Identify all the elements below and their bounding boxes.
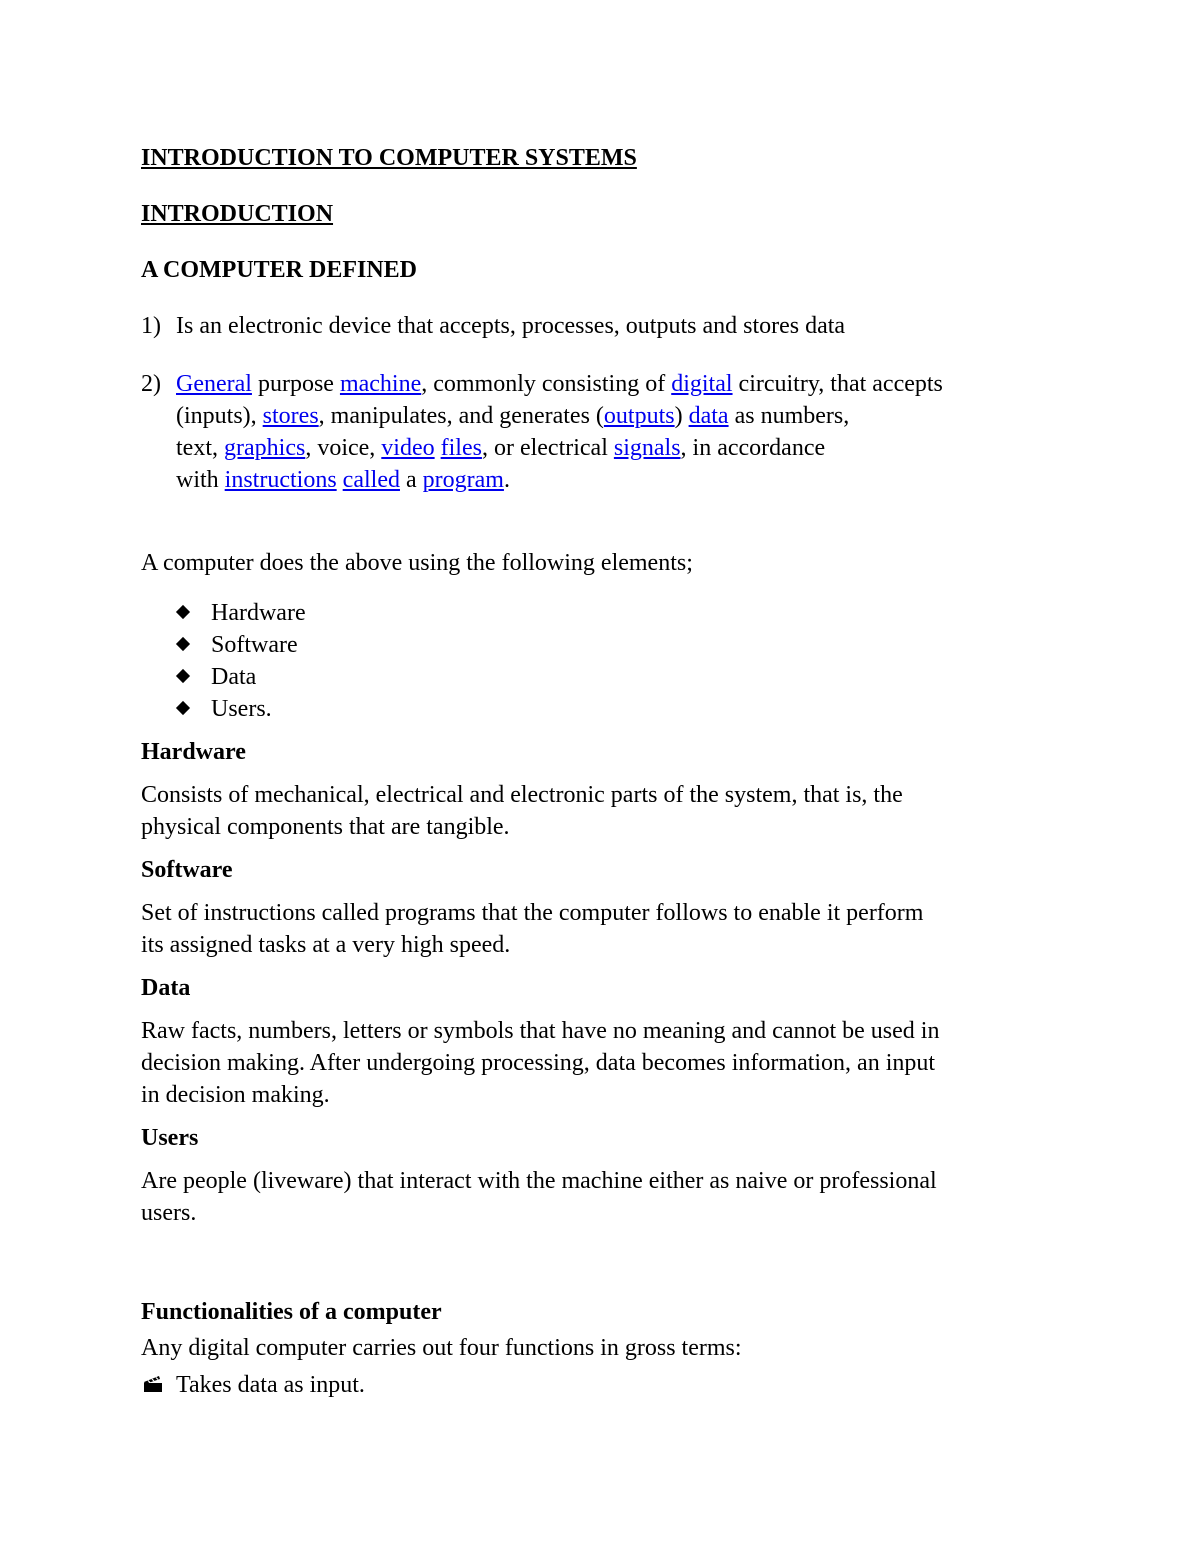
link-outputs[interactable]: outputs	[603, 403, 675, 429]
text-span: , manipulates, and generates (	[318, 403, 604, 429]
definition-2-line-4	[176, 464, 510, 496]
users-heading: Users	[141, 1125, 199, 1151]
link-machine[interactable]: machine	[339, 371, 422, 397]
diamond-bullet-icon	[176, 637, 190, 651]
functionalities-intro: Any digital computer carries out four functions in gross terms:	[141, 1335, 742, 1361]
link-instructions[interactable]: instructions	[224, 467, 337, 493]
text-span: , voice,	[305, 435, 382, 461]
data-text-line-1: Raw facts, numbers, letters or symbols that have no meaning and cannot be used in	[141, 1018, 940, 1044]
function-item: Takes data as input.	[176, 1372, 365, 1398]
hardware-text-line-1: Consists of mechanical, electrical and electronic parts of the system, that is, the	[141, 782, 903, 808]
hardware-text-line-2: physical components that are tangible.	[141, 814, 510, 840]
text-span: text,	[176, 435, 224, 461]
document-title: INTRODUCTION TO COMPUTER SYSTEMS	[141, 145, 637, 171]
functionalities-heading: Functionalities of a computer	[141, 1299, 442, 1325]
data-text-line-2: decision making. After undergoing processing, data becomes information, an input	[141, 1050, 936, 1076]
data-text-line-3: in decision making.	[141, 1082, 330, 1108]
text-span: , commonly consisting of	[421, 371, 672, 397]
link-called[interactable]: called	[342, 467, 400, 493]
data-heading: Data	[141, 975, 191, 1001]
definition-2-line-3	[176, 432, 825, 464]
link-program[interactable]: program	[422, 467, 504, 493]
link-data[interactable]: data	[688, 403, 729, 429]
text-span: , or electrical	[481, 435, 614, 461]
list-item: Data	[211, 664, 257, 690]
link-signals[interactable]: signals	[613, 435, 681, 461]
software-text-line-2: its assigned tasks at a very high speed.	[141, 932, 511, 958]
text-span: )	[674, 403, 689, 429]
definition-1-number: 1)	[141, 313, 161, 339]
list-item: Hardware	[211, 600, 306, 626]
link-digital[interactable]: digital	[671, 371, 733, 397]
text-span: (inputs),	[176, 403, 263, 429]
definition-2-number: 2)	[141, 371, 161, 397]
definition-2-line-1	[176, 368, 943, 400]
software-text-line-1: Set of instructions called programs that the computer follows to enable it perform	[141, 900, 924, 926]
diamond-bullet-icon	[176, 701, 190, 715]
text-span: , in accordance	[680, 435, 826, 461]
text-span: circuitry, that accepts	[732, 371, 943, 397]
link-video[interactable]: video	[381, 435, 435, 461]
software-heading: Software	[141, 857, 233, 883]
link-files[interactable]: files	[440, 435, 482, 461]
users-text-line-2: users.	[141, 1200, 197, 1226]
definition-1-text: Is an electronic device that accepts, processes, outputs and stores data	[176, 313, 846, 339]
elements-intro: A computer does the above using the following elements;	[141, 550, 693, 576]
diamond-bullet-icon	[176, 669, 190, 683]
list-item: Software	[211, 632, 298, 658]
link-general[interactable]: General	[176, 371, 252, 397]
list-item: Users.	[211, 696, 272, 722]
text-span: .	[503, 467, 510, 493]
text-span: a	[399, 467, 423, 493]
link-stores[interactable]: stores	[262, 403, 319, 429]
users-text-line-1: Are people (liveware) that interact with the machine either as naive or professional	[141, 1168, 937, 1194]
definition-2-line-2	[176, 400, 849, 432]
text-span: with	[176, 467, 225, 493]
introduction-heading: INTRODUCTION	[141, 201, 334, 227]
diamond-bullet-icon	[176, 605, 190, 619]
text-span: as numbers,	[728, 403, 850, 429]
computer-defined-heading: A COMPUTER DEFINED	[141, 257, 418, 283]
clapperboard-icon	[143, 1375, 163, 1393]
link-graphics[interactable]: graphics	[224, 435, 306, 461]
text-span: purpose	[251, 371, 340, 397]
hardware-heading: Hardware	[141, 739, 246, 765]
